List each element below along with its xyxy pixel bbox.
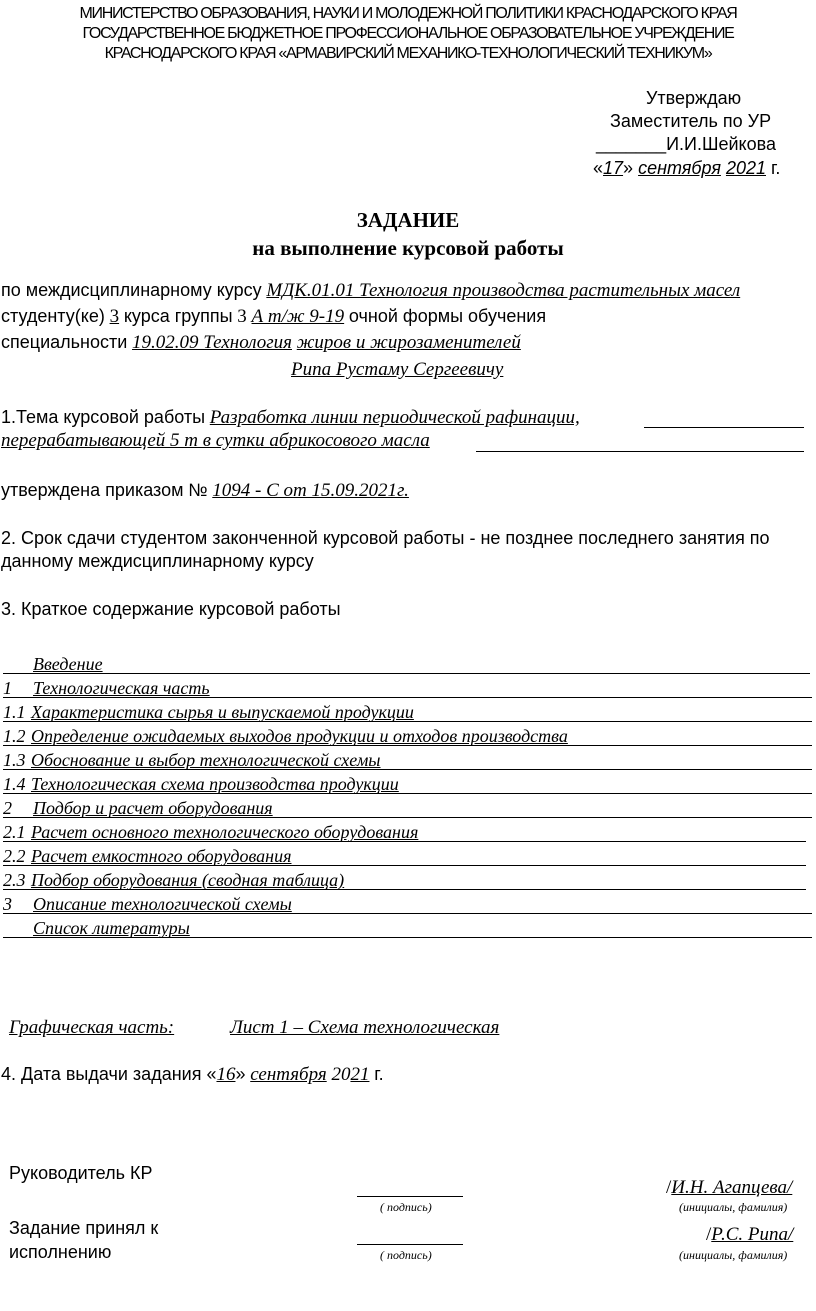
year-label: курса группы bbox=[123, 306, 233, 326]
contents-item-text: Подбор и расчет оборудования bbox=[33, 798, 273, 818]
topic-value-2: перерабатывающей 5 т в сутки абрикосового масла bbox=[1, 430, 430, 451]
group-prefix: 3 bbox=[237, 306, 247, 327]
issue-month: сентября bbox=[250, 1064, 327, 1085]
form-label: очной формы обучения bbox=[348, 306, 547, 326]
contents-fill-line bbox=[3, 769, 812, 770]
document-subtitle: на выполнение курсовой работы bbox=[252, 236, 564, 260]
student-sign-caption: ( подпись) bbox=[380, 1248, 432, 1262]
contents-fill-line bbox=[3, 745, 812, 746]
year-num: 3 bbox=[109, 306, 120, 327]
contents-item bbox=[3, 726, 568, 746]
contents-fill-line bbox=[3, 841, 806, 842]
topic-fill-line-1 bbox=[644, 427, 804, 428]
contents-item-text: Характеристика сырья и выпускаемой продукции bbox=[31, 702, 414, 722]
contents-fill-line bbox=[3, 793, 812, 794]
student-sign-name: Р.С. Рипа/ bbox=[711, 1224, 794, 1245]
contents-item-text: Обоснование и выбор технологической схемы bbox=[31, 750, 381, 770]
specialty-line bbox=[1, 332, 521, 354]
contents-item-number: 2.3 bbox=[3, 870, 26, 890]
course-label: по междисциплинарному курсу bbox=[1, 280, 262, 300]
contents-item bbox=[3, 750, 381, 770]
contents-item-number: 1.1 bbox=[3, 702, 26, 722]
specialty-label: специальности bbox=[1, 332, 128, 352]
contents-fill-line bbox=[3, 913, 812, 914]
contents-item bbox=[3, 678, 210, 698]
college-line: КРАСНОДАРСКОГО КРАЯ «АРМАВИРСКИЙ МЕХАНИКО-ТЕХНОЛОГИЧЕСКИЙ ТЕХНИКУМ» bbox=[104, 45, 712, 62]
contents-fill-line bbox=[3, 889, 806, 890]
issue-year-a: 20 bbox=[331, 1064, 351, 1085]
issue-date-close: » bbox=[235, 1064, 246, 1084]
supervisor-sign-caption: ( подпись) bbox=[380, 1200, 432, 1214]
group-value: А т/ж 9-19 bbox=[251, 306, 345, 327]
accepted-label-2: исполнению bbox=[9, 1242, 112, 1262]
contents-item bbox=[3, 870, 344, 890]
contents-item-number: 3 bbox=[3, 894, 12, 914]
contents-item-number: 2 bbox=[3, 798, 12, 818]
order-label: утверждена приказом bbox=[1, 480, 184, 500]
institution-line: ГОСУДАРСТВЕННОЕ БЮДЖЕТНОЕ ПРОФЕССИОНАЛЬНОЕ ОБРАЗОВАТЕЛЬНОЕ УЧРЕЖДЕНИЕ bbox=[82, 25, 734, 42]
contents-item-number: 2.2 bbox=[3, 846, 26, 866]
student-slash: / bbox=[706, 1224, 712, 1245]
document-title: ЗАДАНИЕ bbox=[356, 208, 460, 232]
issue-year-suffix: г. bbox=[374, 1064, 384, 1084]
course-value: МДК.01.01 Технология производства растительных масел bbox=[266, 280, 741, 301]
contents-item bbox=[3, 798, 273, 818]
contents-item-text: Список литературы bbox=[33, 918, 190, 938]
contents-item-number: 2.1 bbox=[3, 822, 26, 842]
contents-item-text: Расчет емкостного оборудования bbox=[31, 846, 292, 866]
contents-item-text: Определение ожидаемых выходов продукции и отходов производства bbox=[31, 726, 568, 746]
specialty-code: 19.02.09 Технология bbox=[132, 332, 292, 353]
topic-line-1 bbox=[1, 407, 580, 429]
supervisor-name: И.Н. Агапцева/ bbox=[671, 1177, 793, 1198]
topic-fill-line-2 bbox=[476, 451, 804, 452]
student-name-line bbox=[706, 1224, 793, 1246]
contents-fill-line bbox=[3, 673, 810, 674]
contents-item bbox=[3, 702, 414, 722]
contents-item bbox=[3, 918, 190, 938]
approval-month: сентября bbox=[638, 158, 721, 178]
contents-item-number: 1.2 bbox=[3, 726, 26, 746]
contents-item-number: 1 bbox=[3, 678, 12, 698]
issue-date-label: 4. Дата выдачи задания « bbox=[1, 1064, 217, 1084]
contents-item bbox=[3, 822, 418, 842]
approver-position: Заместитель по УР bbox=[610, 111, 772, 131]
student-initials-caption: (инициалы, фамилия) bbox=[679, 1248, 788, 1262]
contents-fill-line bbox=[3, 697, 812, 698]
contents-item-text: Описание технологической схемы bbox=[33, 894, 292, 914]
signature-blank: _______ bbox=[596, 134, 667, 154]
deadline-line-2: данному междисциплинарному курсу bbox=[1, 551, 314, 571]
contents-item-text: Расчет основного технологического оборудования bbox=[31, 822, 419, 842]
approve-label: Утверждаю bbox=[646, 88, 742, 108]
order-line bbox=[1, 480, 409, 502]
order-num-sign: № bbox=[188, 480, 208, 500]
accepted-label-1: Задание принял к bbox=[9, 1218, 159, 1238]
contents-item-text: Технологическая часть bbox=[33, 678, 210, 698]
contents-item-text: Технологическая схема производства продукции bbox=[31, 774, 399, 794]
student-signature-line bbox=[357, 1244, 463, 1245]
supervisor-slash: / bbox=[666, 1177, 672, 1198]
supervisor-initials-caption: (инициалы, фамилия) bbox=[679, 1200, 788, 1214]
contents-fill-line bbox=[3, 817, 812, 818]
graphic-value: Лист 1 – Схема технологическая bbox=[230, 1017, 500, 1038]
contents-fill-line bbox=[3, 721, 812, 722]
contents-item bbox=[3, 774, 399, 794]
contents-heading: 3. Краткое содержание курсовой работы bbox=[1, 599, 341, 619]
order-value: 1094 - С от 15.09.2021г. bbox=[212, 480, 409, 501]
specialty-rest: жиров и жирозаменителей bbox=[296, 332, 521, 353]
contents-item-number: 1.4 bbox=[3, 774, 26, 794]
contents-fill-line bbox=[3, 937, 812, 938]
graphic-label: Графическая часть: bbox=[9, 1017, 175, 1038]
approval-year: 2021 bbox=[725, 158, 766, 178]
student-name: Рипа Рустаму Сергеевичу bbox=[291, 359, 504, 380]
approver-signature bbox=[596, 134, 776, 155]
issue-year-b: 21 bbox=[350, 1064, 370, 1085]
supervisor-label: Руководитель КР bbox=[9, 1163, 153, 1183]
ministry-line: МИНИСТЕРСТВО ОБРАЗОВАНИЯ, НАУКИ И МОЛОДЕЖНОЙ ПОЛИТИКИ КРАСНОДАРСКОГО КРАЯ bbox=[79, 5, 737, 22]
supervisor-signature-line bbox=[357, 1196, 463, 1197]
topic-label: 1.Тема курсовой работы bbox=[1, 407, 206, 427]
course-line bbox=[1, 280, 740, 302]
contents-item bbox=[3, 846, 291, 866]
contents-item bbox=[3, 654, 103, 674]
student-label: студенту(ке) bbox=[1, 306, 105, 326]
contents-item-text: Подбор оборудования (сводная таблица) bbox=[31, 870, 345, 890]
approval-day: 17 bbox=[603, 158, 624, 178]
contents-item-number: 1.3 bbox=[3, 750, 26, 770]
contents-item bbox=[3, 894, 292, 914]
approver-name: И.И.Шейкова bbox=[666, 134, 776, 154]
supervisor-name-line bbox=[666, 1177, 792, 1199]
contents-item-text: Введение bbox=[33, 654, 103, 674]
issue-date-line bbox=[1, 1064, 384, 1086]
issue-day: 16 bbox=[216, 1064, 236, 1085]
student-line bbox=[1, 306, 546, 328]
approval-year-suffix: г. bbox=[771, 158, 781, 178]
deadline-line-1: 2. Срок сдачи студентом законченной курсовой работы - не позднее последнего занятия по bbox=[1, 528, 770, 548]
contents-fill-line bbox=[3, 865, 806, 866]
approval-date: «17» сентября 2021 г. bbox=[593, 158, 781, 178]
topic-value-1: Разработка линии периодической рафинации, bbox=[209, 407, 580, 428]
